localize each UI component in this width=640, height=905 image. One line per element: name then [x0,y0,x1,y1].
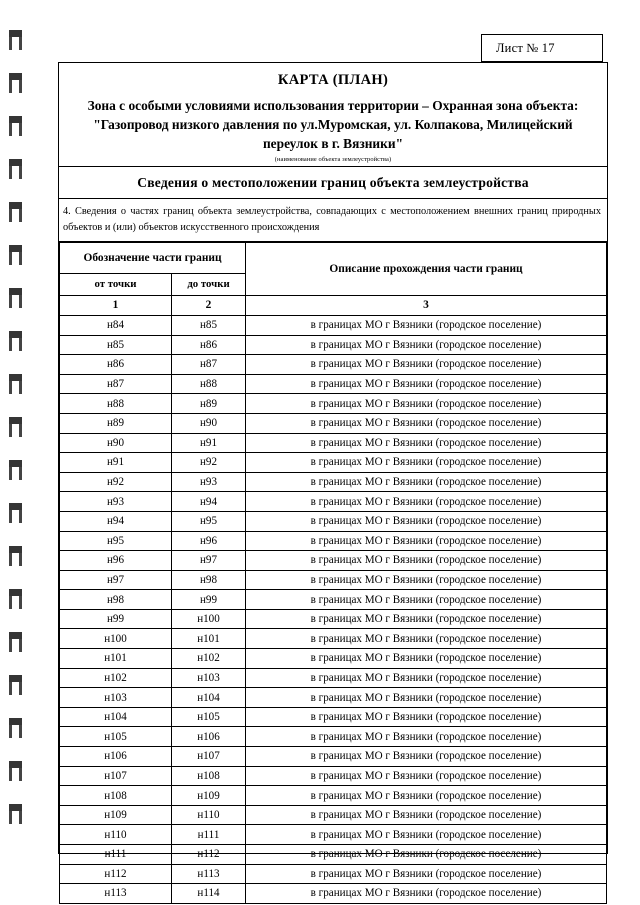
cell-from-point: н101 [60,649,172,669]
cell-description: в границах МО г Вязники (городское поселение) [246,433,607,453]
table-row [60,433,607,453]
sheet-number-label: Лист № 17 [496,40,555,55]
cell-from-point: н99 [60,609,172,629]
table-row [60,472,607,492]
borders-table [59,242,607,904]
cell-description: в границах МО г Вязники (городское поселение) [246,845,607,865]
cell-from-point: н109 [60,805,172,825]
table-row [60,551,607,571]
cell-to-point: н87 [172,355,246,375]
table-row [60,864,607,884]
table-row [60,531,607,551]
section-heading: Сведения о местоположении границ объекта землеустройства [59,167,607,199]
table-row [60,786,607,806]
table-row [60,570,607,590]
table-row [60,590,607,610]
scan-artifact-mark [9,202,22,222]
cell-description: в границах МО г Вязники (городское поселение) [246,805,607,825]
cell-from-point: н89 [60,413,172,433]
cell-description: в границах МО г Вязники (городское поселение) [246,590,607,610]
scan-artifact-mark [9,374,22,394]
cell-description: в границах МО г Вязники (городское поселение) [246,766,607,786]
cell-to-point: н106 [172,727,246,747]
cell-description: в границах МО г Вязники (городское поселение) [246,551,607,571]
scan-artifact-mark [9,159,22,179]
cell-to-point: н113 [172,864,246,884]
table-row [60,825,607,845]
table-row [60,413,607,433]
cell-to-point: н92 [172,453,246,473]
cell-to-point: н89 [172,394,246,414]
cell-to-point: н107 [172,747,246,767]
scan-artifact-mark [9,288,22,308]
cell-description: в границах МО г Вязники (городское поселение) [246,531,607,551]
table-row [60,668,607,688]
cell-to-point: н110 [172,805,246,825]
cell-description: в границах МО г Вязники (городское поселение) [246,864,607,884]
cell-description: в границах МО г Вязники (городское поселение) [246,649,607,669]
cell-from-point: н111 [60,845,172,865]
table-row [60,374,607,394]
cell-from-point: н94 [60,511,172,531]
cell-from-point: н95 [60,531,172,551]
table-row [60,453,607,473]
table-row [60,805,607,825]
cell-description: в границах МО г Вязники (городское поселение) [246,315,607,335]
cell-description: в границах МО г Вязники (городское поселение) [246,335,607,355]
table-row [60,629,607,649]
scan-artifact-mark [9,331,22,351]
table-row [60,609,607,629]
scan-artifact-mark [9,804,22,824]
cell-description: в границах МО г Вязники (городское поселение) [246,688,607,708]
cell-description: в границах МО г Вязники (городское поселение) [246,884,607,904]
table-row [60,355,607,375]
cell-from-point: н84 [60,315,172,335]
cell-to-point: н96 [172,531,246,551]
cell-from-point: н88 [60,394,172,414]
cell-to-point: н91 [172,433,246,453]
cell-from-point: н110 [60,825,172,845]
scan-artifact-mark [9,417,22,437]
column-header-description: Описание прохождения части границ [246,242,607,295]
object-name-block [59,96,607,155]
object-name-line-3: переулок в г. Вязники" [262,136,404,152]
table-row [60,492,607,512]
cell-description: в границах МО г Вязники (городское поселение) [246,492,607,512]
cell-description: в границах МО г Вязники (городское поселение) [246,570,607,590]
scan-artifact-mark [9,245,22,265]
cell-from-point: н90 [60,433,172,453]
cell-to-point: н86 [172,335,246,355]
document-page-frame [58,62,608,900]
table-row [60,511,607,531]
cell-description: в границах МО г Вязники (городское поселение) [246,609,607,629]
cell-to-point: н112 [172,845,246,865]
scan-artifact-mark [9,546,22,566]
scan-artifact-mark [9,675,22,695]
cell-from-point: н103 [60,688,172,708]
column-group-header-border-designation: Обозначение части границ [60,242,246,273]
cell-to-point: н101 [172,629,246,649]
column-number-1: 1 [60,295,172,315]
cell-description: в границах МО г Вязники (городское поселение) [246,825,607,845]
cell-description: в границах МО г Вязники (городское поселение) [246,374,607,394]
scan-artifact-strip [0,0,58,905]
table-header [60,242,607,315]
cell-from-point: н85 [60,335,172,355]
scan-artifact-mark [9,30,22,50]
column-number-3: 3 [246,295,607,315]
cell-description: в границах МО г Вязники (городское поселение) [246,786,607,806]
scan-artifact-mark [9,73,22,93]
cell-from-point: н106 [60,747,172,767]
table-body [60,315,607,903]
cell-to-point: н103 [172,668,246,688]
cell-to-point: н97 [172,551,246,571]
scan-artifact-mark [9,116,22,136]
cell-from-point: н100 [60,629,172,649]
cell-description: в границах МО г Вязники (городское поселение) [246,747,607,767]
cell-from-point: н98 [60,590,172,610]
cell-description: в границах МО г Вязники (городское поселение) [246,707,607,727]
cell-from-point: н102 [60,668,172,688]
table-row [60,747,607,767]
cell-from-point: н97 [60,570,172,590]
table-row [60,707,607,727]
cell-description: в границах МО г Вязники (городское поселение) [246,511,607,531]
cell-from-point: н105 [60,727,172,747]
cell-from-point: н96 [60,551,172,571]
column-header-from-point: от точки [60,273,172,295]
cell-to-point: н98 [172,570,246,590]
cell-description: в границах МО г Вязники (городское поселение) [246,668,607,688]
cell-from-point: н93 [60,492,172,512]
cell-from-point: н108 [60,786,172,806]
cell-to-point: н100 [172,609,246,629]
table-row [60,335,607,355]
table-row [60,845,607,865]
sheet-number-box [481,34,603,62]
object-name-line-2: "Газопровод низкого давления по ул.Муромская, ул. Колпакова, Милицейский [93,117,573,133]
cell-description: в границах МО г Вязники (городское поселение) [246,394,607,414]
cell-to-point: н108 [172,766,246,786]
cell-description: в границах МО г Вязники (городское поселение) [246,355,607,375]
cell-to-point: н94 [172,492,246,512]
scan-artifact-mark [9,460,22,480]
scan-artifact-mark [9,503,22,523]
table-row [60,688,607,708]
cell-to-point: н114 [172,884,246,904]
cell-to-point: н105 [172,707,246,727]
cell-to-point: н109 [172,786,246,806]
cell-to-point: н95 [172,511,246,531]
cell-from-point: н104 [60,707,172,727]
cell-from-point: н92 [60,472,172,492]
column-header-to-point: до точки [172,273,246,295]
page-title: КАРТА (ПЛАН) [277,72,389,88]
cell-description: в границах МО г Вязники (городское поселение) [246,472,607,492]
section-note: 4. Сведения о частях границ объекта землеустройства, совпадающих с местоположением внешних границ природных объектов и (или) объектов искусственного происхождения [59,199,607,242]
table-row [60,315,607,335]
cell-from-point: н113 [60,884,172,904]
cell-description: в границах МО г Вязники (городское поселение) [246,727,607,747]
cell-to-point: н93 [172,472,246,492]
cell-to-point: н104 [172,688,246,708]
table-header-row-group [60,242,607,273]
cell-from-point: н91 [60,453,172,473]
table-row [60,766,607,786]
cell-to-point: н90 [172,413,246,433]
cell-description: в границах МО г Вязники (городское поселение) [246,453,607,473]
cell-to-point: н111 [172,825,246,845]
scan-artifact-mark [9,589,22,609]
table-row [60,649,607,669]
table-row [60,884,607,904]
cell-to-point: н99 [172,590,246,610]
object-name-caption: (наименование объекта землеустройства) [274,156,392,164]
cell-to-point: н102 [172,649,246,669]
scan-artifact-mark [9,718,22,738]
cell-from-point: н112 [60,864,172,884]
cell-description: в границах МО г Вязники (городское поселение) [246,629,607,649]
cell-description: в границах МО г Вязники (городское поселение) [246,413,607,433]
cell-from-point: н107 [60,766,172,786]
scan-artifact-mark [9,761,22,781]
cell-from-point: н86 [60,355,172,375]
column-number-2: 2 [172,295,246,315]
table-row [60,394,607,414]
cell-from-point: н87 [60,374,172,394]
cell-to-point: н85 [172,315,246,335]
scan-artifact-mark [9,632,22,652]
cell-to-point: н88 [172,374,246,394]
table-header-row-numbering [60,295,607,315]
table-row [60,727,607,747]
object-name-line-1: Зона с особыми условиями использования территории – Охранная зона объекта: [87,98,579,113]
